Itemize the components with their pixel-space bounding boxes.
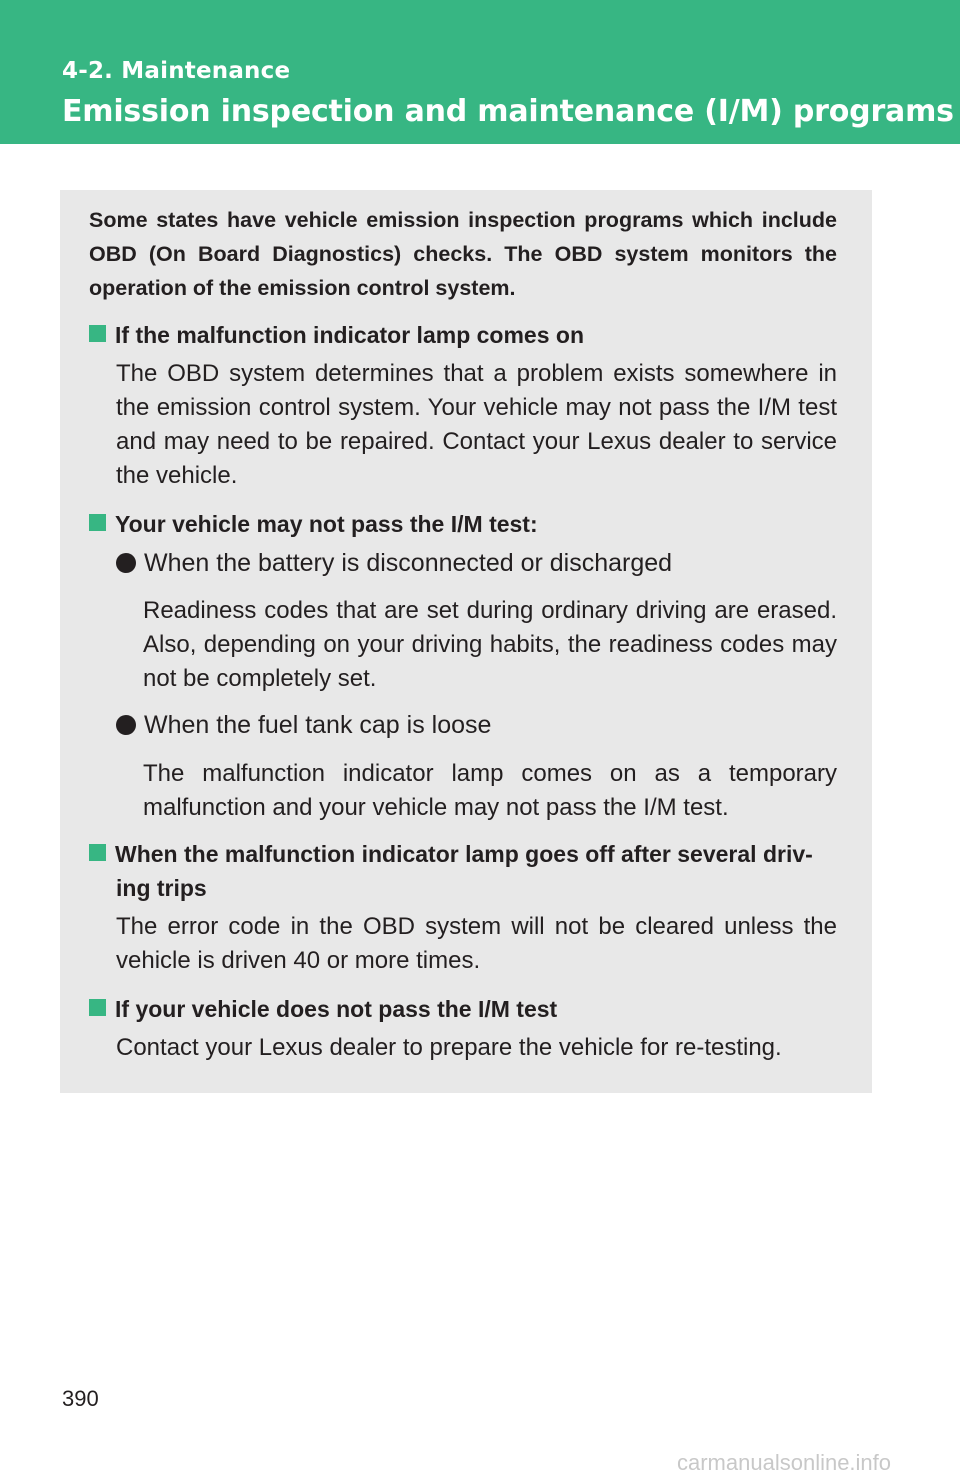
heading-text: If your vehicle does not pass the I/M test [115,996,558,1022]
heading-text: If the malfunction indicator lamp comes on [115,322,584,348]
body-lamp-on: The OBD system determines that a problem exists somewhere in the emission control system. Your vehicle may not pass the I/M test and may need to be repaired. Contact your Lexus dealer to service the vehicle. [116,360,837,489]
heading-text-line1: When the malfunction indicator lamp goes off after several driv- [115,841,813,867]
bullet-battery [116,546,672,580]
square-bullet-icon [89,325,106,342]
square-bullet-icon [89,999,106,1016]
header-bar [0,0,960,144]
page-title: Emission inspection and maintenance (I/M) programs [62,94,954,129]
square-bullet-icon [89,844,106,861]
bullet-fuel-cap [116,708,491,742]
intro-text: Some states have vehicle emission inspection programs which include OBD (On Board Diagnostics) checks. The OBD system monitors the operation of the emission control system. [89,208,837,300]
heading-may-not-pass [89,507,837,541]
bullet-label: When the battery is disconnected or discharged [144,549,673,577]
round-bullet-icon [116,715,136,735]
body-not-pass: Contact your Lexus dealer to prepare the vehicle for re-testing. [116,1034,782,1061]
bullet-fuel-cap-text: The malfunction indicator lamp comes on as a temporary malfunction and your vehicle may not pass the I/M test. [143,760,837,821]
square-bullet-icon [89,514,106,531]
round-bullet-icon [116,553,136,573]
page-number: 390 [62,1386,99,1411]
heading-text: Your vehicle may not pass the I/M test: [115,511,538,537]
watermark: carmanualsonline.info [677,1450,892,1475]
heading-not-pass [89,992,837,1026]
heading-lamp-off [89,837,837,905]
section-label: 4-2. Maintenance [62,58,291,84]
heading-lamp-on [89,318,837,352]
heading-text-line2: ing trips [116,875,207,901]
body-lamp-off: The error code in the OBD system will not be cleared unless the vehicle is driven 40 or more times. [116,913,837,974]
bullet-battery-text: Readiness codes that are set during ordinary driving are erased. Also, depending on your driving habits, the readiness codes may not be completely set. [143,597,837,692]
bullet-label: When the fuel tank cap is loose [144,711,492,739]
